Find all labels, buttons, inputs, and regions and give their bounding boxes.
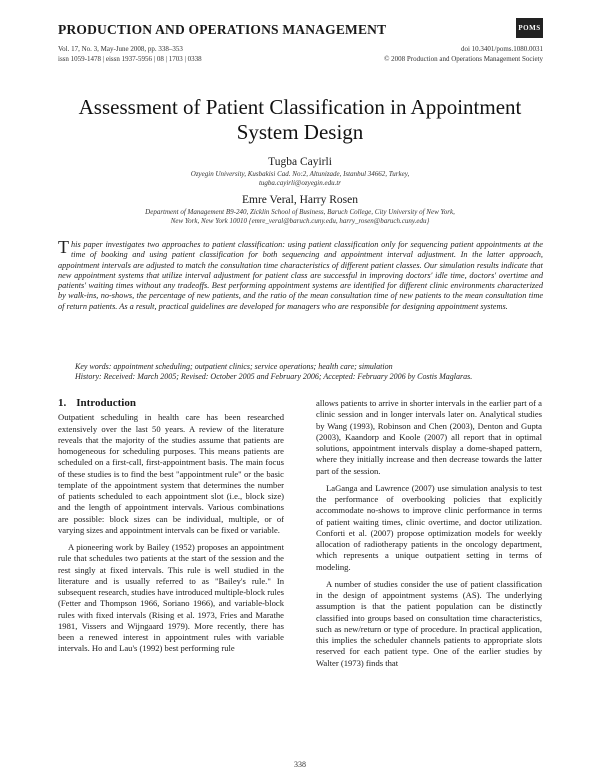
journal-name: PRODUCTION AND OPERATIONS MANAGEMENT [58, 22, 387, 37]
affiliation-line: Department of Management B9-240, Zicklin School of Business, Baruch College, City University of New York, [145, 208, 455, 216]
paragraph: allows patients to arrive in shorter intervals in the earlier part of a clinic session and in longer intervals later on. Analytical studies by Wang (1993), Robinson and Chen (2003), Denton and Gupta (2003), Kaandorp and Koole (2007) all report that in optimal solutions, appointment intervals display a dome-shaped pattern, where they initially increase and then decrease towards the latter part of the session. [316, 398, 542, 476]
history-line [75, 372, 543, 382]
page-number: 338 [294, 760, 306, 769]
section-heading [58, 398, 284, 409]
paragraph: Outpatient scheduling in health care has been researched extensively over the last 50 years. A review of the literature reveals that the majority of the studies assume that patients are homogeneous for scheduling purposes. This means patients are scheduled on a first-call, first-appointment basis. The main focus of these studies is to find the best "appointment rule" or the basic template of the appointment system that determines the number of patients scheduled to each appointment slot (i.e., block size) and the length of appointment intervals. Various combinations are possible: block sizes can be individual, multiple, or of varying sizes and appointment intervals can be fixed or variable. [58, 412, 284, 535]
right-column [316, 398, 542, 669]
copyright-line: © 2008 Production and Operations Management Society [384, 55, 543, 63]
history-text: Received: March 2005; Revised: October 2005 and February 2006; Accepted: February 2006 by Costis Maglaras. [103, 372, 473, 381]
keywords-block [75, 362, 543, 382]
affiliation-email: tugba.cayirli@ozyegin.edu.tr [258, 179, 342, 187]
poms-logo: POMS [516, 18, 543, 38]
affiliation-email: New York, New York 10010 {emre_veral@baruch.cuny.edu, harry_rosen@baruch.cuny.edu} [170, 217, 430, 225]
history-label: History: [75, 372, 102, 381]
paragraph: A pioneering work by Bailey (1952) proposes an appointment rule that schedules two patients at the start of the session and the rest singly at fixed intervals. This rule is well studied in the literature and is usually referred to as "Bailey's rule." In subsequent research, studies have introduced multiple-block rules (Fetter and Thompson 1966, Soriano 1966), and variable-block rules with fixed intervals (Rising et al. 1973, Fries and Marathe 1981, Vissers and Wijngaard 1979). More recently, there has been a renewed interest in appointment rules with variable intervals. Ho and Lau's (1992) best performing rule [58, 542, 284, 654]
section-title: Introduction [76, 397, 136, 409]
paper-title: Assessment of Patient Classification in Appointment System Design [78, 95, 522, 144]
author-name: Emre Veral, Harry Rosen [241, 194, 359, 206]
journal-meta-right [384, 44, 543, 64]
keywords-label: Key words: [75, 362, 112, 371]
author-name: Tugba Cayirli [268, 156, 332, 168]
journal-meta-left [58, 44, 202, 64]
paragraph: LaGanga and Lawrence (2007) use simulation analysis to test the performance of overbooking policies that explicitly accommodate no-shows to improve clinic performance in terms of patient waiting times, clinic overtime, and doctor utilization. Conforti et al. (2007) propose optimization models for weekly allocation of radiotherapy patients in the oncology department, which represents a unique outpatient setting in terms of modeling. [316, 482, 542, 572]
volume-line: Vol. 17, No. 3, May-June 2008, pp. 338–353 [58, 45, 183, 53]
abstract [58, 237, 543, 312]
left-column [58, 398, 284, 655]
doi-line: doi 10.3401/poms.1080.0031 [460, 45, 543, 53]
author-affiliation [80, 170, 520, 188]
abstract-text: his paper investigates two approaches to patient classification: using patient classification only for sequencing patient appointments at the time of booking and using patient classification for both sequencing and appointment interval adjustment. In the latter approach, appointment intervals are adjusted to match the consultation time characteristics of different patient classes. Our simulation results indicate that new appointment systems that utilize interval adjustment for patient class are successful in improving doctors' idle time, doctors' overtime and patients' waiting times without any tradeoffs. Best performing appointment systems are identified for different clinic environments characterized by walk-ins, no-shows, the percentage of new patients, and the ratio of the mean consultation time of new patients to the mean consultation time of return patients. As a result, practical guidelines are developed for managers who are responsible for designing appointment systems. [58, 240, 543, 311]
issn-line: issn 1059-1478 | eissn 1937-5956 | 08 | 1703 | 0338 [58, 55, 202, 63]
keywords-line [75, 362, 543, 372]
affiliation-line: Ozyegin University, Kusbakisi Cad. No:2, Altunizade, Istanbul 34662, Turkey, [190, 170, 410, 178]
section-number: 1. [58, 397, 67, 409]
keywords-text: appointment scheduling; outpatient clinics; service operations; health care; simulation [113, 362, 393, 371]
abstract-dropcap: T [58, 237, 69, 257]
paragraph: A number of studies consider the use of patient classification in the design of appointment systems (AS). The underlying assumption is that the patient population can be distinctly classified into groups based on consultation time characteristics, such as new/return or type of procedure. In practical application, this implies the scheduler channels patients to appropriate slots reserved for each patient type. One of the earlier studies by Walter (1973) finds that [316, 578, 542, 668]
author-affiliation [80, 208, 520, 226]
